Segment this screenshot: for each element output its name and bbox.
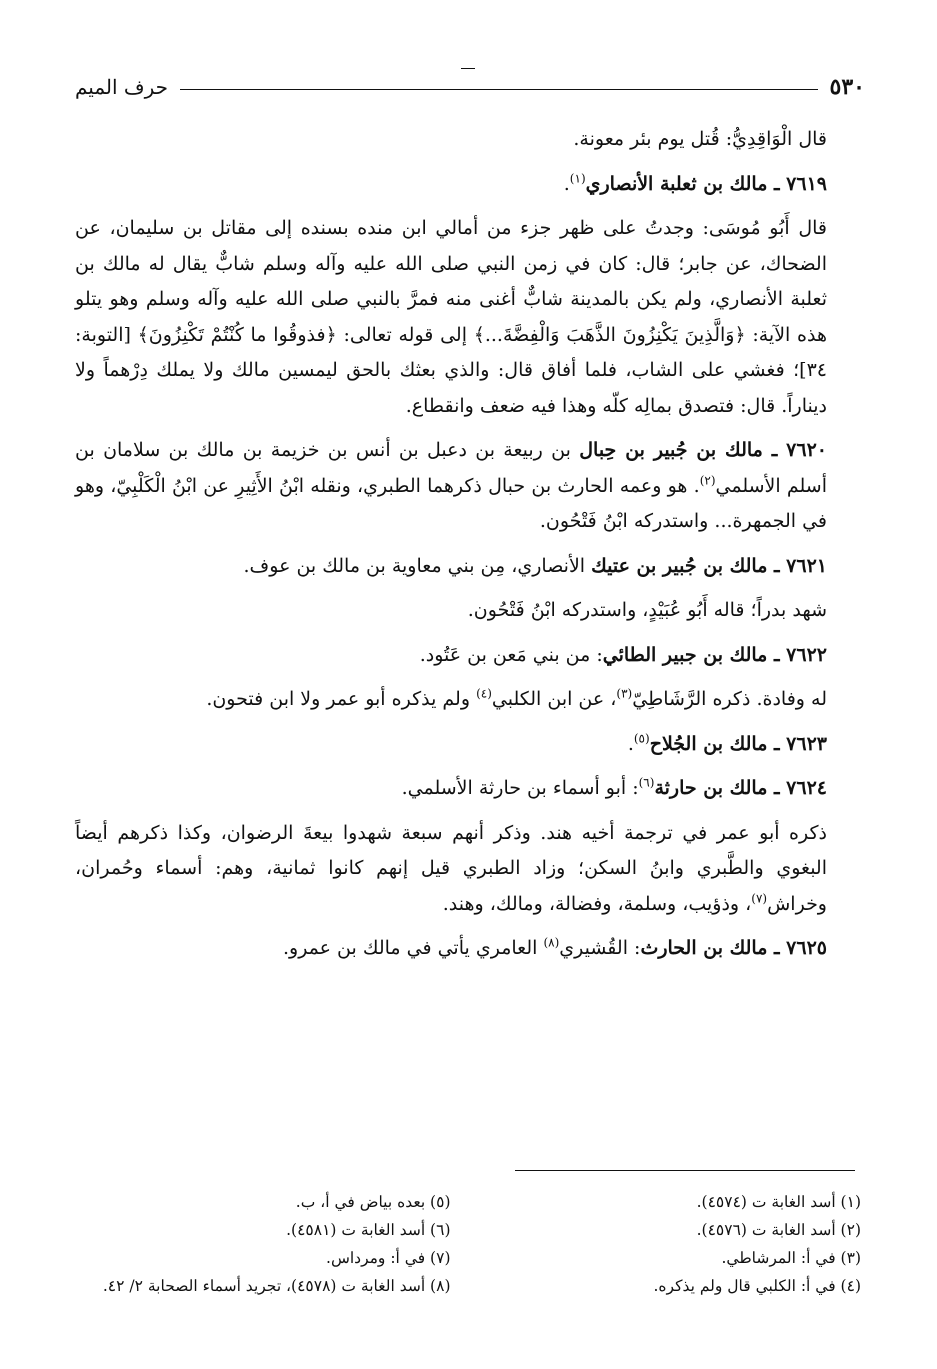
entry-number: ٧٦٢١ <box>786 554 827 577</box>
footnote-marker: (٥) <box>633 731 650 746</box>
paragraph <box>75 122 865 158</box>
entry-dash: ـ <box>767 172 787 195</box>
entry-text: . هو وعمه الحارث بن حبال ذكرهما الطبري، ونقله ابْنُ الأَثِيرِ عن ابْنُ الْكَلْبِيّ، وهو في الجمهرة... واستدركه ابْنُ فَتْحُون. <box>75 474 827 532</box>
entry-number: ٧٦٢٢ <box>786 643 827 666</box>
footnote: (٧) في أ: ومرداس. <box>326 1249 451 1267</box>
footnote-marker: (٦) <box>638 775 655 790</box>
footnote-separator <box>515 1170 855 1171</box>
footnote-marker: (٤) <box>476 686 492 701</box>
entry-7624 <box>75 771 865 807</box>
paragraph <box>75 816 865 923</box>
entry-number: ٧٦٢٠ <box>786 439 827 461</box>
entry-name: مالك بن ثعلبة الأنصاري <box>585 172 768 195</box>
footnote-marker: (٢) <box>699 473 716 488</box>
header-rule <box>180 89 818 90</box>
entry-text: بن ربيعة بن دعبل بن أنس بن خزيمة بن مالك بن سلامان بن أسلم الأسلمي <box>75 439 827 497</box>
page-header <box>75 70 865 104</box>
entry-7621 <box>75 549 865 585</box>
entry-number: ٧٦٢٤ <box>786 777 827 799</box>
entry-text: الأنصاري، مِن بني معاوية بن مالك بن عوف. <box>243 554 592 577</box>
entry-name: مالك بن حارثة <box>654 777 768 799</box>
entry-text: : من بني مَعن بن عَتُود. <box>419 643 603 666</box>
entry-dash: ـ <box>762 439 787 461</box>
page-number: ٥٣٠ <box>829 74 865 100</box>
footnotes <box>80 1188 865 1300</box>
paragraph-text: ، وذؤيب، وسلمة، وفضالة، ومالك، وهند. <box>442 892 752 915</box>
entry-number: ٧٦١٩ <box>786 172 827 195</box>
entry-7623 <box>75 727 865 763</box>
paragraph <box>75 211 865 424</box>
page-body <box>75 122 865 967</box>
footnote: (٣) في أ: المرشاطي. <box>721 1249 861 1267</box>
entry-name: مالك بن جبير الطائي <box>602 643 768 666</box>
footnotes-right-column <box>491 1188 866 1300</box>
entry-name: مالك بن جُبير بن حِبال <box>579 439 763 461</box>
paragraph-text: شهد بدراً؛ قاله أَبُو عُبَيْدٍ، واستدركه ابْنُ فَتْحُون. <box>467 599 827 621</box>
paragraph <box>75 682 865 718</box>
entry-dash: ـ <box>767 732 787 755</box>
entry-number: ٧٦٢٥ <box>786 937 827 959</box>
entry-7619 <box>75 167 865 203</box>
paragraph <box>75 593 865 629</box>
paragraph-text: ، عن ابن الكلبي <box>491 688 617 710</box>
entry-text: . <box>563 172 570 195</box>
footnote: (٢) أسد الغابة ت (٤٥٧٦). <box>696 1221 861 1239</box>
entry-number: ٧٦٢٣ <box>786 732 827 755</box>
footnotes-left-column <box>80 1188 491 1300</box>
entry-7625 <box>75 931 865 967</box>
entry-name: مالك بن الحارث <box>640 937 768 959</box>
entry-dash: ـ <box>767 937 787 959</box>
footnote-marker: (٨) <box>543 935 560 950</box>
entry-text: : القُشيري <box>559 937 641 959</box>
entry-text: العامري يأتي في مالك بن عمرو. <box>282 937 544 959</box>
entry-7622 <box>75 638 865 674</box>
paragraph-text: ولم يذكره أبو عمر ولا ابن فتحون. <box>206 688 477 710</box>
footnote: (٤) في أ: الكلبي قال ولم يذكره. <box>653 1277 861 1295</box>
entry-name: مالك بن جُبير بن عتيك <box>591 554 768 577</box>
footnote-marker: (٧) <box>751 891 768 906</box>
footnote: (١) أسد الغابة ت (٤٥٧٤). <box>696 1193 861 1211</box>
entry-dash: ـ <box>767 554 787 577</box>
entry-text: . <box>627 732 634 755</box>
entry-7620 <box>75 433 865 540</box>
running-title: حرف الميم <box>75 75 169 99</box>
entry-name: مالك بن الجُلاح <box>649 732 768 755</box>
paragraph-text: قال أَبُو مُوسَى: وجدتُ على ظهر جزء من أمالي ابن منده بسنده إلى مقاتل بن سليمان، عن الضحاك، عن جابر؛ قال: كان في زمن النبي صلى الله عليه وآله وسلم شابٌّ يقال له مالك بن ثعلبة الأنصاري، ولم يكن بالمدينة شابٌّ أغنى منه فمرَّ بالنبي صلى الله عليه وآله وسلم وهو يتلو هذه الآية: ﴿وَالَّذِينَ يَكْنِزُونَ الذَّهَبَ وَالْفِضَّةَ...﴾ إلى قوله تعالى: ﴿فذوقُوا ما كُنْتُمْ تَكْنِزُونَ﴾ [التوبة: ٣٤]؛ فغشي على الشاب، فلما أفاق قال: والذي بعثك بالحق ليمسين مالك ولا يملك دِرْهماً ولا ديناراً. قال: فتصدق بمالِه كلّه وهذا فيه ضعف وانقطاع. <box>75 217 827 417</box>
footnote-marker: (١) <box>569 171 586 186</box>
paragraph-text: له وفادة. ذكره الرَّشَاطِيّ <box>632 688 827 710</box>
footnote: (٦) أسد الغابة ت (٤٥٨١). <box>286 1221 451 1239</box>
entry-dash: ـ <box>767 777 787 799</box>
footnote-marker: (٣) <box>616 686 633 701</box>
header-tick <box>461 68 475 69</box>
entry-text: : أبو أسماء بن حارثة الأسلمي. <box>401 777 639 799</box>
footnote: (٥) بعده بياض في أ، ب. <box>295 1193 451 1211</box>
paragraph-text: قال الْوَاقِدِيُّ: قُتل يوم بئر معونة. <box>573 128 827 150</box>
footnote: (٨) أسد الغابة ت (٤٥٧٨)، تجريد أسماء الصحابة ٢/ ٤٢. <box>102 1277 451 1295</box>
entry-dash: ـ <box>767 643 787 666</box>
paragraph-text: ذكره أبو عمر في ترجمة أخيه هند. وذكر أنهم سبعة شهدوا بيعةَ الرضوان، وكذا ذكرهم أيضاً البغوي والطَّبري وابنُ السكن؛ وزاد الطبري قيل إنهم كانوا ثمانية، وهم: أسماء وحُمران، وخراش <box>75 821 827 915</box>
